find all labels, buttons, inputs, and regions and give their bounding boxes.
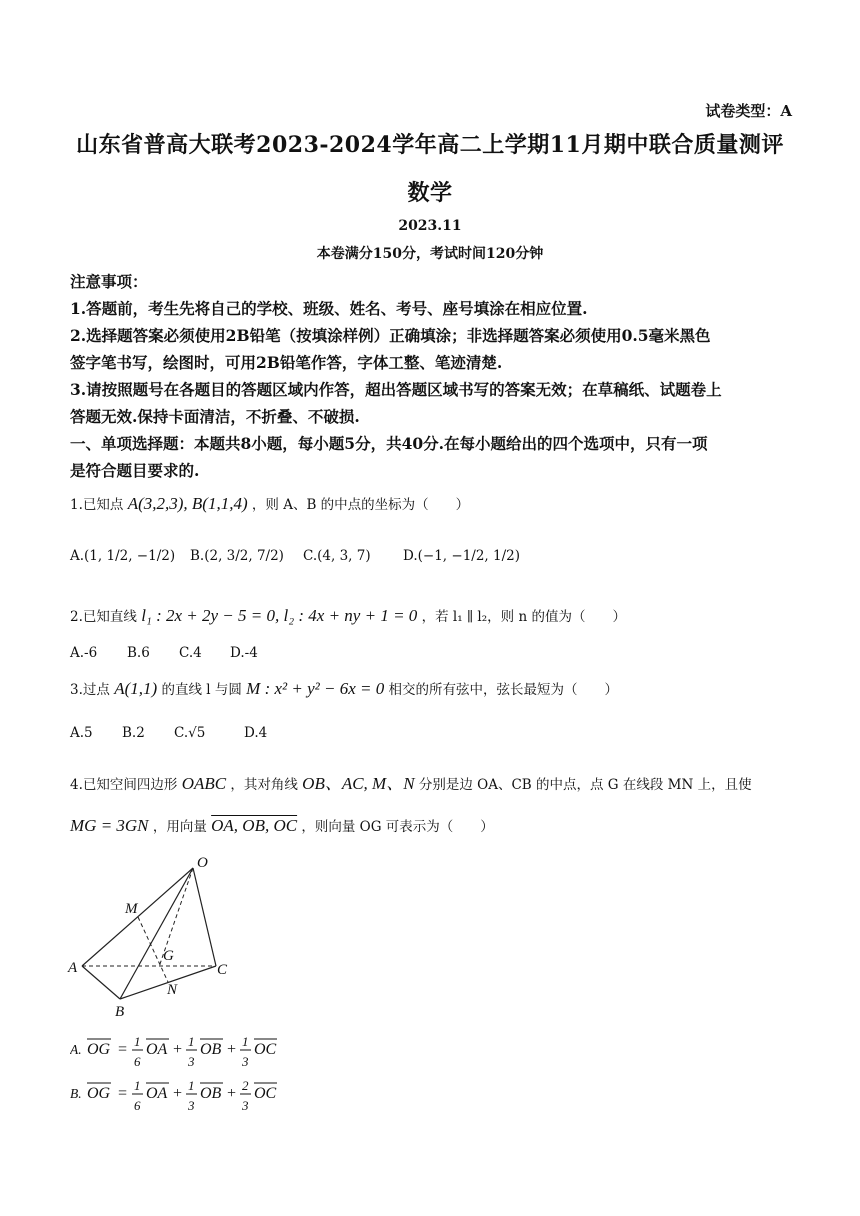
vector-og: OG [87, 1041, 111, 1058]
svg-text:6: 6 [134, 1054, 141, 1069]
math-expression: M : x² + y² − 6x = 0 [246, 679, 385, 698]
svg-text:3: 3 [188, 1098, 195, 1113]
question-text: 1.已知点 [70, 497, 124, 513]
svg-text:1: 1 [242, 1034, 249, 1049]
question-1 [70, 493, 469, 514]
vector-oa: OA [146, 1041, 168, 1058]
edge-ob [120, 868, 193, 999]
question-text: 分别是边 OA、CB 的中点，点 G 在线段 MN 上，且使 [418, 777, 752, 793]
edge-ab [82, 966, 120, 999]
option-a: A.5 [70, 725, 93, 741]
vector-oa: OA [146, 1085, 168, 1102]
math-expression: A(1,1) [114, 679, 158, 698]
math-expression: OB、AC, M、N [302, 774, 415, 793]
question-text: ，其对角线 [230, 777, 298, 793]
vector-ob: OB [200, 1041, 222, 1058]
svg-text:=: = [117, 1041, 128, 1058]
notes-heading: 注意事项： [70, 272, 148, 291]
label-g: G [163, 948, 174, 964]
note-item: 3.请按照题号在各题目的答题区域内作答，超出答题区域书写的答案无效；在草稿纸、试题卷上 [70, 380, 722, 399]
label-b: B [115, 1004, 125, 1020]
option-c: C.(4, 3, 7) [303, 548, 371, 564]
option-label: B. [70, 1086, 82, 1101]
vector-oc: OC [254, 1085, 277, 1102]
svg-text:1: 1 [134, 1034, 141, 1049]
math-expression: A(3,2,3), B(1,1,4) [127, 494, 248, 513]
question-3 [70, 678, 618, 699]
option-d: D.(−1, −1/2, 1/2) [403, 548, 520, 564]
question-text: ，则向量 OG 可表示为（ ） [301, 819, 494, 835]
vector-ob: OB [200, 1085, 222, 1102]
note-item: 2.选择题答案必须使用2B铅笔（按填涂样例）正确填涂；非选择题答案必须使用0.5毫米黑色 [70, 326, 711, 345]
paper-type: 试卷类型：A [705, 102, 792, 120]
math-expression: OABC [181, 774, 227, 793]
vector-og: OG [87, 1085, 111, 1102]
svg-text:3: 3 [188, 1054, 195, 1069]
note-item: 签字笔书写，绘图时，可用2B铅笔作答，字体工整、笔迹清楚. [70, 353, 503, 372]
math-expression: l₁ : 2x + 2y − 5 = 0, l₂ : 4x + ny + 1 = 0 [141, 606, 418, 625]
option-b: B.2 [122, 725, 145, 741]
svg-text:=: = [117, 1085, 128, 1102]
svg-text:3: 3 [242, 1054, 249, 1069]
option-d: D.4 [244, 725, 268, 741]
svg-text:+: + [226, 1085, 237, 1102]
question-text: ，若 l₁ ∥ l₂，则 n 的值为（ ） [421, 609, 626, 625]
svg-text:1: 1 [188, 1078, 195, 1093]
svg-text:+: + [172, 1085, 183, 1102]
question-4 [70, 769, 752, 794]
vector-expression: OA, OB, OC [211, 816, 298, 835]
label-c: C [217, 962, 228, 978]
note-item: 1.答题前，考生先将自己的学校、班级、姓名、考号、座号填涂在相应位置. [70, 299, 588, 318]
edge-oc [193, 868, 216, 966]
question-text: ，用向量 [152, 819, 207, 835]
option-a [70, 1028, 290, 1072]
svg-text:6: 6 [134, 1098, 141, 1113]
vector-oc: OC [254, 1041, 277, 1058]
option-b: B.6 [127, 645, 150, 661]
section-heading: 一、单项选择题：本题共8小题，每小题5分，共40分.在每小题给出的四个选项中，只有一项 [70, 434, 708, 453]
option-a: A.-6 [70, 645, 98, 661]
question-2 [70, 605, 626, 626]
question-text: 4.已知空间四边形 [70, 777, 178, 793]
svg-text:2: 2 [242, 1078, 249, 1093]
question-text: 3.过点 [70, 682, 110, 698]
exam-date: 2023.11 [398, 218, 462, 234]
question-4-line-2 [70, 815, 494, 836]
note-item: 答题无效.保持卡面清洁，不折叠、不破损. [70, 407, 360, 426]
section-heading: 是符合题目要求的. [70, 461, 200, 480]
label-o: O [197, 855, 208, 871]
label-n: N [167, 982, 178, 998]
question-text: 的直线 l 与圆 [161, 682, 242, 698]
vector-equation [70, 1028, 290, 1074]
svg-text:1: 1 [188, 1034, 195, 1049]
exam-title: 山东省普高大联考2023-2024学年高二上学期11月期中联合质量测评 [76, 132, 784, 158]
question-text: ，则 A、B 的中点的坐标为（ ） [251, 497, 470, 513]
svg-text:+: + [226, 1041, 237, 1058]
option-b: B.(2, 3/2, 7/2) [190, 548, 284, 564]
label-m: M [125, 901, 138, 917]
question-text: 相交的所有弦中，弦长最短为（ ） [388, 682, 619, 698]
label-a: A [68, 960, 78, 976]
option-d: D.-4 [230, 645, 258, 661]
vector-equation [70, 1072, 290, 1118]
option-c: C.4 [179, 645, 202, 661]
math-expression: MG = 3GN [70, 816, 149, 835]
tetrahedron-figure [64, 850, 234, 1020]
option-c: C.√5 [174, 725, 206, 741]
option-a: A.(1, 1/2, −1/2) [70, 548, 176, 564]
option-label: A. [70, 1042, 82, 1057]
svg-text:+: + [172, 1041, 183, 1058]
subject-title: 数学 [407, 180, 453, 206]
question-text: 2.已知直线 [70, 609, 137, 625]
option-b [70, 1072, 290, 1116]
exam-info: 本卷满分150分，考试时间120分钟 [316, 246, 544, 262]
svg-text:3: 3 [242, 1098, 249, 1113]
svg-text:1: 1 [134, 1078, 141, 1093]
